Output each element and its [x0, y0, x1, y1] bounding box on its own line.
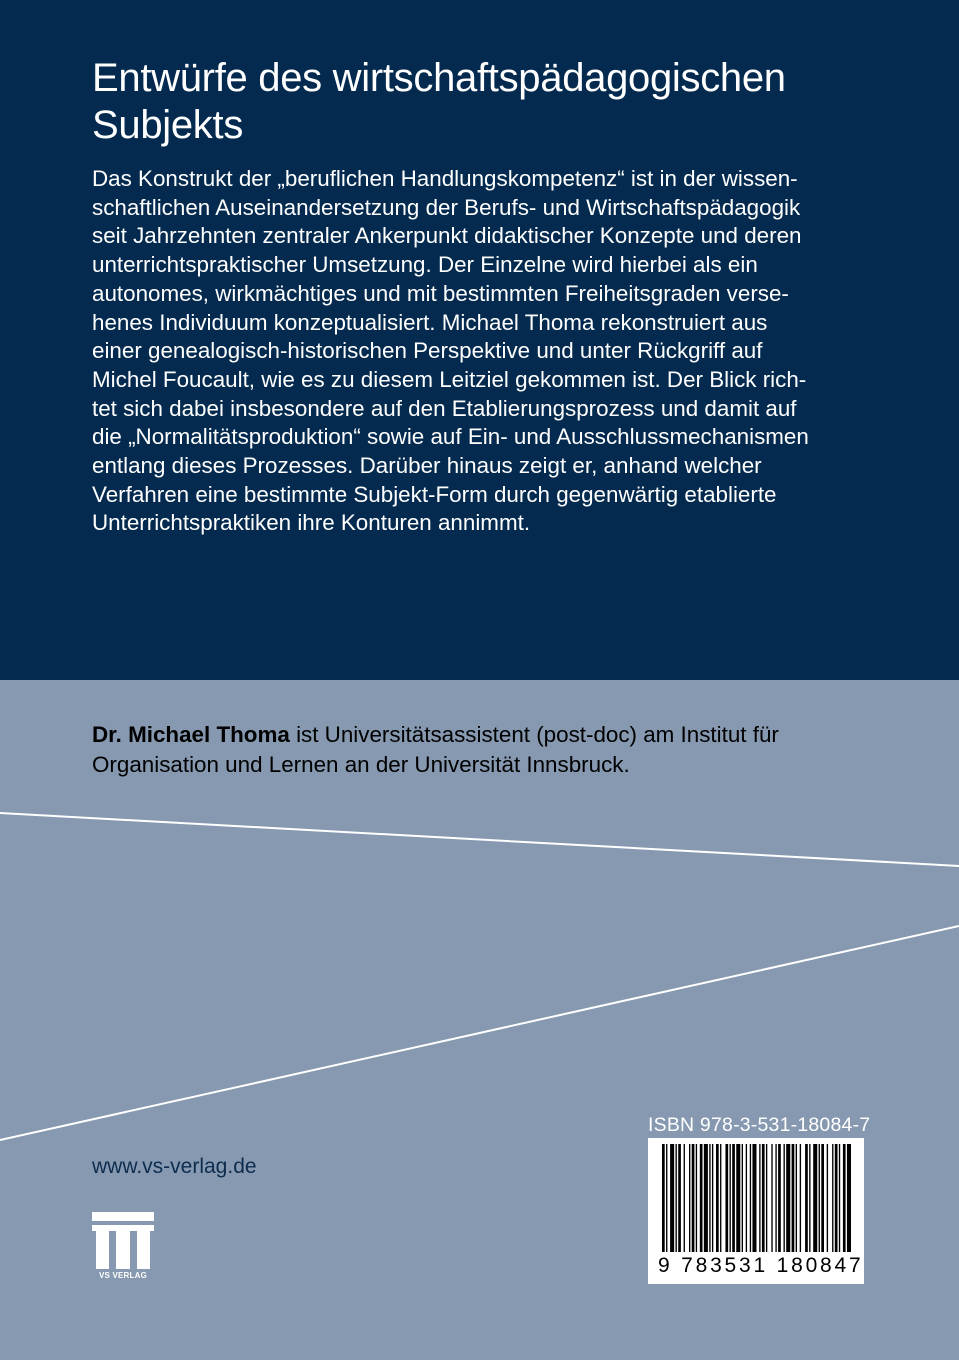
- blurb-line: henes Individuum konzeptualisiert. Michael Thoma rekonstruiert aus: [92, 309, 768, 335]
- barcode-bar: [847, 1144, 851, 1252]
- barcode-bar: [696, 1144, 697, 1252]
- barcode-bar: [684, 1144, 685, 1252]
- barcode-bar: [730, 1144, 731, 1252]
- barcode-bar: [835, 1144, 838, 1252]
- barcode-bar: [819, 1144, 820, 1252]
- barcode-bar: [712, 1144, 713, 1252]
- author-bio-line-2: Organisation und Lernen an der Universität Innsbruck.: [92, 752, 630, 777]
- barcode-bar: [750, 1144, 751, 1252]
- barcode-bar: [662, 1144, 665, 1252]
- barcode-bar: [752, 1144, 756, 1252]
- barcode-bar: [766, 1144, 767, 1252]
- barcode-bar: [775, 1144, 776, 1252]
- blurb-line: entlang dieses Prozesses. Darüber hinaus zeigt er, anhand welcher: [92, 453, 762, 479]
- blurb-line: tet sich dabei insbesondere auf den Etablierungsprozess und damit auf: [92, 395, 797, 421]
- barcode-bars: [648, 1138, 864, 1258]
- barcode-bar: [809, 1144, 810, 1252]
- barcode-bar: [736, 1144, 740, 1252]
- barcode-bar: [843, 1144, 846, 1252]
- barcode-bar: [771, 1144, 772, 1252]
- blurb-line: Michel Foucault, wie es zu diesem Leitziel gekommen ist. Der Blick rich-: [92, 366, 807, 392]
- barcode-bar: [800, 1144, 801, 1252]
- barcode-bar: [678, 1144, 681, 1252]
- book-title-line-1: Entwürfe des wirtschaftspädagogischen: [92, 56, 786, 100]
- author-name: Dr. Michael Thoma: [92, 722, 290, 747]
- blurb-line: Das Konstrukt der „beruflichen Handlungskompetenz“ ist in der wissen-: [92, 166, 798, 191]
- barcode-bar: [700, 1144, 703, 1252]
- barcode-bar: [676, 1144, 677, 1252]
- barcode-bar: [784, 1144, 785, 1252]
- barcode-bar: [725, 1144, 728, 1252]
- barcode-bar: [670, 1144, 674, 1252]
- barcode-bar: [689, 1144, 690, 1252]
- blurb-line: autonomes, wirkmächtiges und mit bestimmten Freiheitsgraden verse-: [92, 280, 789, 306]
- barcode-bar: [762, 1144, 765, 1252]
- blurb-line: einer genealogisch-historischen Perspektive und unter Rückgriff auf: [92, 338, 763, 364]
- diagonal-line-lower: [0, 926, 959, 1140]
- barcode-bar: [720, 1144, 721, 1252]
- barcode-bar: [716, 1144, 719, 1252]
- barcode-bar: [746, 1144, 747, 1252]
- blurb-line: seit Jahrzehnten zentraler Ankerpunkt didaktischer Konzepte und deren: [92, 223, 802, 249]
- author-bio-line-1: [92, 720, 882, 750]
- publisher-website[interactable]: www.vs-verlag.de: [92, 1155, 257, 1178]
- barcode-bar: [786, 1144, 790, 1252]
- blurb-line: Verfahren eine bestimmte Subjekt-Form durch gegenwärtig etablierte: [92, 481, 777, 507]
- barcode-bar: [796, 1144, 797, 1252]
- author-bio: [92, 720, 882, 780]
- barcode-bar: [692, 1144, 695, 1252]
- barcode-bar: [792, 1144, 795, 1252]
- barcode-bar: [778, 1144, 781, 1252]
- barcode-bar: [704, 1144, 708, 1252]
- diagonal-line-upper: [0, 813, 959, 866]
- barcode-bar: [805, 1144, 808, 1252]
- isbn-number: ISBN 978-3-531-18084-7: [648, 1114, 871, 1136]
- barcode-bar: [821, 1144, 824, 1252]
- blurb-line: unterrichtspraktischer Umsetzung. Der Einzelne wird hierbei als ein: [92, 252, 758, 278]
- barcode-bar: [742, 1144, 743, 1252]
- barcode-bar: [813, 1144, 817, 1252]
- barcode-bar: [759, 1144, 760, 1252]
- author-bio-text: ist Universitätsassistent (post-doc) am Institut für: [289, 722, 779, 747]
- blurb-line: die „Normalitätsproduktion“ sowie auf Ein- und Ausschlussmechanismen: [92, 424, 809, 450]
- blurb-line: Unterrichtspraktiken ihre Konturen annimmt.: [92, 510, 531, 536]
- barcode-digits: 9 783531 180847: [658, 1254, 864, 1277]
- barcode-bar: [839, 1144, 840, 1252]
- barcode-bar: [732, 1144, 735, 1252]
- isbn-barcode: [648, 1138, 864, 1284]
- book-title-line-2: Subjekts: [92, 103, 244, 147]
- publisher-logo-text: VS VERLAG: [98, 1271, 148, 1280]
- barcode-bar: [666, 1144, 667, 1252]
- barcode-bar: [827, 1144, 828, 1252]
- barcode-bar: [832, 1144, 833, 1252]
- barcode-bar: [709, 1144, 710, 1252]
- blurb-line: schaftlichen Auseinandersetzung der Berufs- und Wirtschaftspädagogik: [92, 194, 801, 220]
